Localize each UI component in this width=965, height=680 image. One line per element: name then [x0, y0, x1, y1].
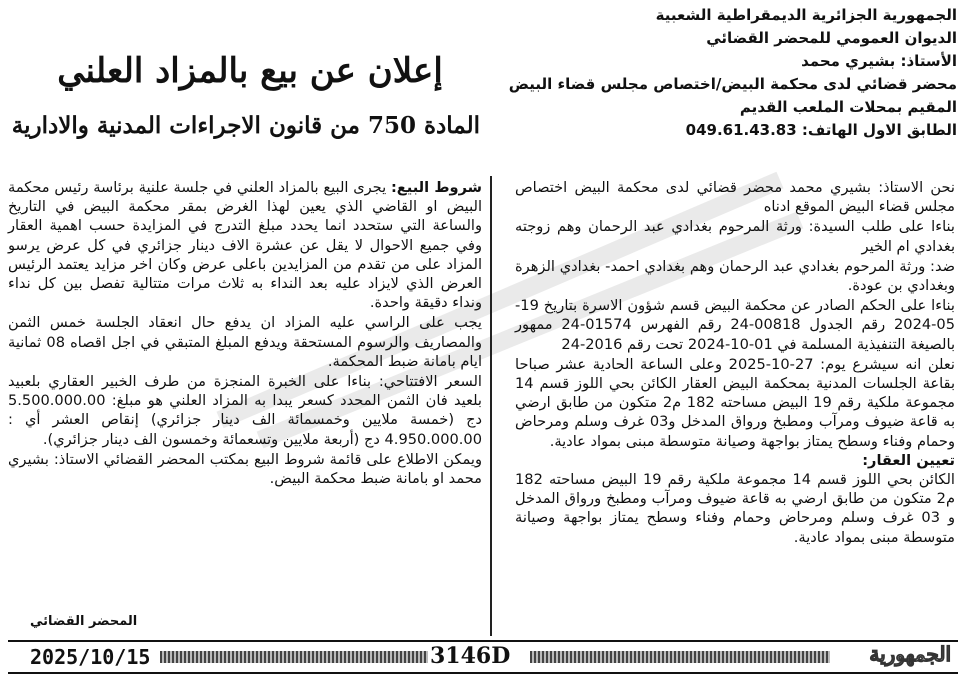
ad-reference-code: 3146D [430, 643, 511, 669]
property-heading: تعيين العقار: [862, 451, 955, 469]
announcement-title: إعلان عن بيع بالمزاد العلني [57, 51, 443, 91]
footer-pattern-left [160, 651, 428, 663]
paragraph-payment: يجب على الراسي عليه المزاد ان يدفع حال انعقاد الجلسة خمس الثمن والمصاريف والرسوم المستحقة ويدفع المبلغ المتبقي في اجل اقصاه 08 ثمانية ايام بامانة ضبط المحكمة. [8, 314, 482, 370]
footer-bottom-rule [8, 672, 958, 674]
newspaper-logo: الجمهورية [869, 642, 951, 666]
paragraph-opening-price: السعر الافتتاحي: بناءا على الخبرة المنجزة من طرف الخبير العقاري بلعبيد بلعيد فان الثمن المحدد كسعر يبدا به المزاد العلني هو مبلغ: 5.500.000.00 دج (خمسة ملايين وخمسمائة الف دينار جزائري) إنقاص العشر أي : 4.950.000.00 دج (أربعة ملايين وتسعمائة وخمسون الف دينار جزائري). [8, 373, 482, 448]
footer-pattern-right [530, 651, 830, 663]
paragraph-consultation: ويمكن الاطلاع على قائمة شروط البيع بمكتب المحضر القضائي الاستاذ: بشيري محمد او بامانة ضبط محكمة البيض. [8, 450, 482, 488]
right-column [515, 178, 955, 547]
announcement-subtitle: المادة 750 من قانون الاجراءات المدنية والادارية [11, 112, 480, 139]
conditions-text: يجرى البيع بالمزاد العلني في جلسة علنية برئاسة رئيس محكمة البيض او القاضي الذي يعين لهذا الغرض بمقر محكمة البيض في التاريخ والساعة التي ستحدد انما يحدد مبلغ التدرج في المزايدة حسب اهمية العقار وفي جميع الاحوال لا يقل عن عشرة الاف دينار جزائري في كل عرض يرسو المزاد على من تقدم من المزايدين باعلى عرض وكان اخر مزايد يعتمد الرئيس العرض الذي لايزاد عليه بعد النداء به ثلاث مرات متتالية تفصل بين كل نداء ونداء دقيقة واحدة. [8, 179, 482, 312]
phone-number: 049.61.43.83 [685, 121, 797, 139]
paragraph-against: ضد: ورثة المرحوم بغدادي عبد الرحمان وهم بغدادي احمد- بغدادي الزهرة وبغدادي بن عودة. [515, 257, 955, 295]
publication-date: 2025/10/15 [30, 645, 151, 669]
paragraph-sale-notice: نعلن انه سيشرع يوم: 27-10-2025 وعلى الساعة الحادية عشر صباحا بقاعة الجلسات المدنية بمحكمة البيض العقار الكائن بحي اللوز قسم 14 مجموعة ملكية رقم 19 البيض مساحته 182 م2 متكون من طابق ارضي به قاعة ضيوف ومرآب ومطبخ ورواق المدخل و03 غرف وسلم ومرحاض وحمام وفناء وسطح يمتاز بواجهة وصيانة متوسطة مبنى بمواد عادية. [515, 355, 956, 450]
phone-label: الطابق الاول الهاتف: [801, 121, 957, 139]
header-line-republic: الجمهورية الجزائرية الديمقراطية الشعبية [655, 6, 957, 24]
header-line-address: المقيم بمحلات الملعب القديم [739, 98, 957, 116]
header-line-jurisdiction: محضر قضائي لدى محكمة البيض/اختصاص مجلس قضاء البيض [508, 75, 957, 93]
left-column [8, 178, 482, 488]
paragraph-property: الكائن بحي اللوز قسم 14 مجموعة ملكية رقم 19 البيض مساحته 182 م2 متكون من طابق ارضي به قاعة ضيوف ومرآب ومطبخ ورواق المدخل و 03 غرف وسلم ومرحاض وحمام وفناء وسطح يمتاز بواجهة وصيانة متوسطة مبنى بمواد عادية. [515, 471, 955, 546]
issuer-header [487, 4, 957, 142]
header-line-office: الديوان العمومي للمحضر القضائي [706, 29, 957, 47]
header-line-phone [487, 119, 957, 142]
paragraph-conditions [8, 178, 482, 312]
paragraph-bailiff: نحن الاستاذ: بشيري محمد محضر قضائي لدى محكمة البيض اختصاص مجلس قضاء البيض الموقع ادناه [515, 179, 955, 216]
paragraph-request: بناءا على طلب السيدة: ورثة المرحوم بغدادي عبد الرحمان وهم زوجته بغدادي ام الخير [515, 218, 955, 255]
header-line-bailiff: الأستاذ: بشيري محمد [801, 52, 957, 70]
column-divider [490, 176, 492, 636]
signature-label: المحضر القضائي [30, 614, 138, 629]
paragraph-judgment: بناءا على الحكم الصادر عن محكمة البيض قسم شؤون الاسرة بتاريخ 19-05-2024 رقم الجدول 00818-24 رقم الفهرس 01574-24 ممهور بالصيغة التنفيذية المسلمة في 01-10-2024 تحت رقم 2016-24 [515, 297, 955, 353]
conditions-label: شروط البيع: [390, 179, 482, 196]
